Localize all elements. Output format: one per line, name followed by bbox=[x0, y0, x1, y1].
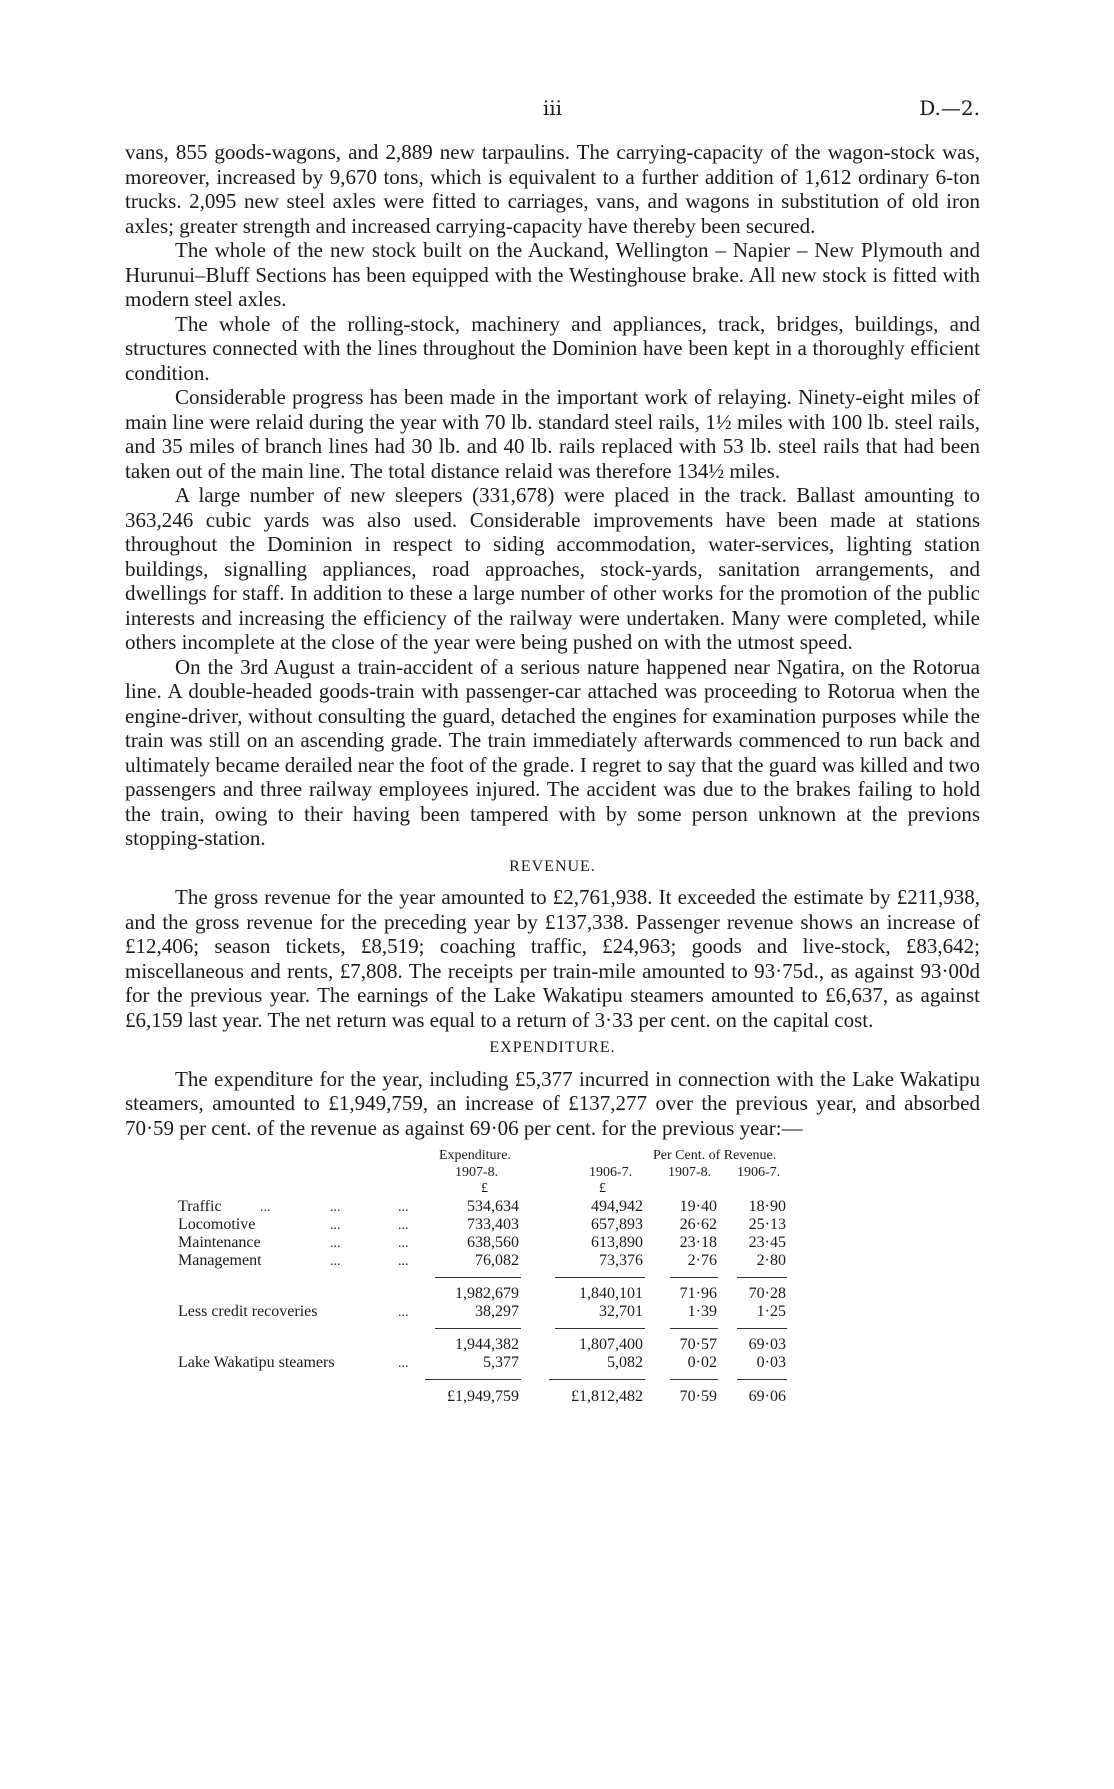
leader-dots: ... bbox=[330, 1254, 341, 1269]
cell-exp-1906: 613,890 bbox=[591, 1234, 643, 1251]
revenue-paragraph: The gross revenue for the year amounted to £2,761,938. It exceeded the estimate by £211,938, and the gross revenue for the preceding year by £137,338. Passenger revenue shows an increase of £12,406; season tickets, £8,519; coaching traffic, £24,963; goods and live-stock, £83,642; miscellaneous and rents, £7,808. The receipts per train-mile amounted to 93·75d., as against 93·00d for the previous year. The earnings of the Lake Wakatipu steamers amounted to £6,637, as against £6,159 last year. The net return was equal to a return of 3·33 per cent. on the capital cost. bbox=[125, 885, 980, 1032]
leader-dots: ... bbox=[330, 1218, 341, 1233]
sum-rule bbox=[549, 1379, 645, 1380]
cell-pct-1907: 19·40 bbox=[679, 1198, 717, 1215]
sum-rule bbox=[670, 1379, 718, 1380]
cell-pct-1907: 1·39 bbox=[687, 1303, 717, 1320]
leader-dots: ... bbox=[398, 1254, 409, 1269]
leader-dots: ... bbox=[398, 1218, 409, 1233]
sum-rule bbox=[425, 1379, 521, 1380]
cell-exp-1906: £1,812,482 bbox=[571, 1388, 643, 1405]
row-label: Less credit recoveries bbox=[178, 1303, 318, 1320]
cell-exp-1907: 534,634 bbox=[467, 1198, 519, 1215]
cell-pct-1907: 70·57 bbox=[679, 1336, 717, 1353]
cell-pct-1906: 23·45 bbox=[748, 1234, 786, 1251]
document-page bbox=[125, 96, 980, 1458]
cell-exp-1906: 73,376 bbox=[599, 1252, 643, 1269]
cell-exp-1906: 657,893 bbox=[591, 1216, 643, 1233]
cell-pct-1907: 70·59 bbox=[679, 1388, 717, 1405]
paragraph: On the 3rd August a train-accident of a serious nature happened near Ngatira, on the Rotorua line. A double-headed goods-train with passenger-car attached was proceeding to Rotorua when the engine-driver, without consulting the guard, detached the engines for examination purposes while the train was still on an ascending grade. The train immediately afterwards commenced to run back and ultimately became derailed near the foot of the grade. I regret to say that the guard was killed and two passengers and three railway employees injured. The accident was due to the brakes failing to hold the train, owing to their having been tampered with by some person unknown at the previons stopping-station. bbox=[125, 654, 980, 850]
page-number: iii bbox=[542, 96, 563, 120]
cell-pct-1907: 2·76 bbox=[687, 1252, 717, 1269]
sum-rule bbox=[555, 1277, 645, 1278]
row-label: Lake Wakatipu steamers bbox=[178, 1354, 335, 1371]
cell-exp-1906: 1,840,101 bbox=[579, 1285, 643, 1302]
leader-dots: ... bbox=[398, 1236, 409, 1251]
row-label: Traffic bbox=[178, 1198, 222, 1215]
expenditure-paragraph: The expenditure for the year, including £5,377 incurred in connection with the Lake Wakatipu steamers, amounted to £1,949,759, an increase of £137,277 over the previous year, and absorbed 70·59 per cent. of the revenue as against 69·06 per cent. for the previous year:— bbox=[125, 1066, 980, 1140]
cell-exp-1907: 5,377 bbox=[483, 1354, 519, 1371]
cell-exp-1906: 32,701 bbox=[599, 1303, 643, 1320]
sum-rule bbox=[670, 1277, 718, 1278]
row-label: Locomotive bbox=[178, 1216, 256, 1233]
revenue-heading: REVENUE. bbox=[509, 857, 596, 875]
sum-rule bbox=[737, 1379, 787, 1380]
leader-dots: ... bbox=[398, 1200, 409, 1215]
leader-dots: ... bbox=[398, 1356, 409, 1371]
body-text bbox=[125, 140, 980, 1140]
cell-exp-1907: 638,560 bbox=[467, 1234, 519, 1251]
cell-pct-1906: 69·06 bbox=[748, 1388, 786, 1405]
pound-sign: £ bbox=[481, 1181, 488, 1196]
page-header bbox=[125, 96, 980, 126]
cell-pct-1906: 25·13 bbox=[748, 1216, 786, 1233]
cell-pct-1906: 0·03 bbox=[756, 1354, 786, 1371]
sum-rule bbox=[435, 1328, 521, 1329]
sum-rule bbox=[435, 1277, 521, 1278]
cell-exp-1906: 1,807,400 bbox=[579, 1336, 643, 1353]
paragraph: vans, 855 goods-wagons, and 2,889 new tarpaulins. The carrying-capacity of the wagon-stock was, moreover, increased by 9,670 tons, which is equivalent to a further addition of 1,612 ordinary 6-ton trucks. 2,095 new steel axles were fitted to carriages, vans, and wagons in substitution of old iron axles; greater strength and increased carrying-capacity have thereby been secured. bbox=[125, 140, 980, 238]
pound-sign: £ bbox=[599, 1181, 606, 1196]
paragraph: Considerable progress has been made in the important work of relaying. Ninety-eight miles of main line were relaid during the year with 70 lb. standard steel rails, 1½ miles with 100 lb. steel rails, and 35 miles of branch lines had 30 lb. and 40 lb. rails replaced with 53 lb. steel rails that had been taken out of the main line. The total distance relaid was therefore 134½ miles. bbox=[125, 385, 980, 483]
cell-pct-1907: 23·18 bbox=[679, 1234, 717, 1251]
cell-pct-1906: 1·25 bbox=[756, 1303, 786, 1320]
cell-pct-1906: 70·28 bbox=[748, 1285, 786, 1302]
year-heading-pct-1906: 1906-7. bbox=[737, 1165, 781, 1180]
cell-pct-1906: 2·80 bbox=[756, 1252, 786, 1269]
cell-pct-1907: 0·02 bbox=[687, 1354, 717, 1371]
sum-rule bbox=[737, 1328, 787, 1329]
cell-exp-1906: 5,082 bbox=[607, 1354, 643, 1371]
leader-dots: ... bbox=[330, 1200, 341, 1215]
cell-exp-1907: 1,944,382 bbox=[455, 1336, 519, 1353]
percent-column-heading: Per Cent. of Revenue. bbox=[653, 1148, 777, 1163]
cell-exp-1907: £1,949,759 bbox=[447, 1388, 519, 1405]
expenditure-column-heading: Expenditure. bbox=[439, 1148, 511, 1163]
cell-pct-1906: 18·90 bbox=[748, 1198, 786, 1215]
year-heading-pct-1907: 1907-8. bbox=[668, 1165, 712, 1180]
cell-pct-1907: 71·96 bbox=[679, 1285, 717, 1302]
sum-rule bbox=[670, 1328, 718, 1329]
leader-dots: ... bbox=[260, 1200, 271, 1215]
row-label: Maintenance bbox=[178, 1234, 261, 1251]
cell-exp-1907: 76,082 bbox=[475, 1252, 519, 1269]
expenditure-table bbox=[125, 1148, 980, 1458]
expenditure-heading: EXPENDITURE. bbox=[489, 1039, 616, 1056]
leader-dots: ... bbox=[398, 1305, 409, 1320]
paragraph: The whole of the new stock built on the Auckand, Wellington – Napier – New Plymouth and Hurunui–Bluff Sections has been equipped with the Westinghouse brake. All new stock is fitted with modern steel axles. bbox=[125, 238, 980, 311]
document-reference: D.—2. bbox=[919, 96, 980, 120]
cell-pct-1906: 69·03 bbox=[748, 1336, 786, 1353]
sum-rule bbox=[555, 1328, 645, 1329]
year-heading-exp-1907: 1907-8. bbox=[455, 1165, 499, 1180]
cell-pct-1907: 26·62 bbox=[679, 1216, 717, 1233]
row-label: Management bbox=[178, 1252, 262, 1269]
cell-exp-1907: 733,403 bbox=[467, 1216, 519, 1233]
cell-exp-1907: 1,982,679 bbox=[455, 1285, 519, 1302]
sum-rule bbox=[737, 1277, 787, 1278]
cell-exp-1907: 38,297 bbox=[475, 1303, 519, 1320]
paragraph: A large number of new sleepers (331,678) were placed in the track. Ballast amounting to 363,246 cubic yards was also used. Considerable improvements have been made at stations throughout the Dominion in respect to siding accommodation, water-services, lighting station buildings, signalling appliances, road approaches, stock-yards, sanitation arrangements, and dwellings for staff. In addition to these a large number of other works for the promotion of the public interests and increasing the efficiency of the railway were undertaken. Many were completed, while others incomplete at the close of the year were being pushed on with the utmost speed. bbox=[125, 483, 980, 654]
cell-exp-1906: 494,942 bbox=[591, 1198, 643, 1215]
paragraph: The whole of the rolling-stock, machinery and appliances, track, bridges, buildings, and structures connected with the lines throughout the Dominion have been kept in a thoroughly efficient condition. bbox=[125, 311, 980, 385]
year-heading-exp-1906: 1906-7. bbox=[589, 1165, 633, 1180]
leader-dots: ... bbox=[330, 1236, 341, 1251]
